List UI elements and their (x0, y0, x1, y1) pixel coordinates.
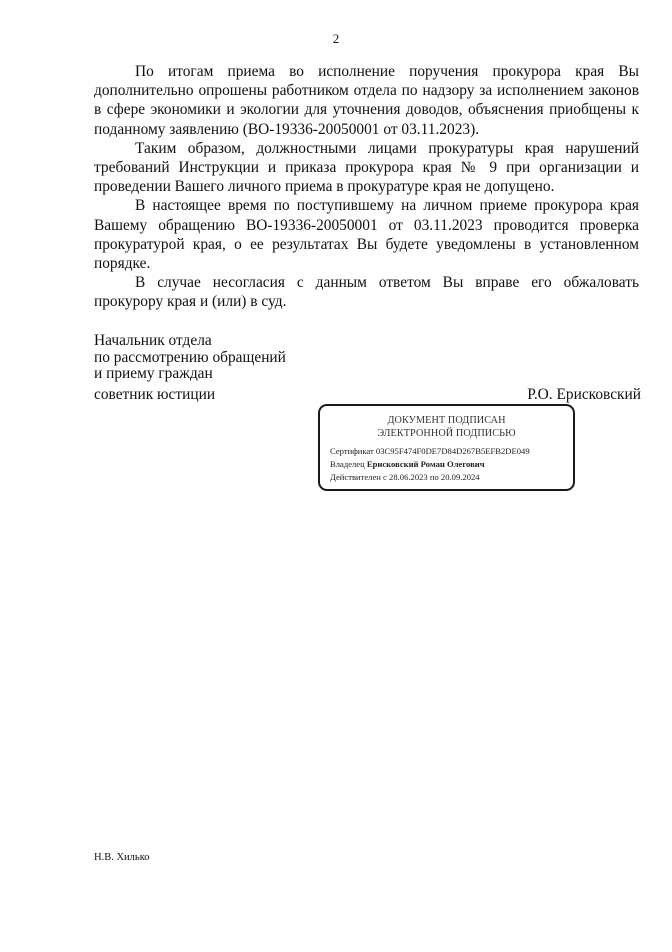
paragraph-reception-results: По итогам приема во исполнение поручения прокурора края Вы дополнительно опрошены работником отдела по надзору за исполнением законов в сфере экономики и экологии для уточнения доводов, объяснения приобщены к поданному заявлению (ВО-19336-20050001 от 03.11.2023). (94, 63, 639, 138)
stamp-valid-to-label: по (429, 472, 439, 482)
stamp-title-line: ЭЛЕКТРОННОЙ ПОДПИСЬЮ (377, 428, 516, 439)
paragraph-inspection: В настоящее время по поступившему на личном приеме прокурора края Вашему обращению ВО-19336-20050001 от 03.11.2023 проводится проверка прокуратурой края, о ее результатах Вы будете уведомлены в установленном порядке. (94, 197, 639, 273)
executor-name: Н.В. Хилько (94, 852, 150, 863)
signer-position-line: Начальник отдела (94, 332, 212, 349)
stamp-certificate-row (330, 445, 563, 458)
stamp-owner-row (330, 458, 563, 471)
stamp-title-line: ДОКУМЕНТ ПОДПИСАН (387, 415, 506, 426)
stamp-owner-label: Владелец (330, 459, 365, 469)
stamp-valid-label: Действителен (330, 472, 381, 482)
stamp-valid-from-label: с (383, 472, 387, 482)
paragraph-no-violations: Таким образом, должностными лицами прокуратуры края нарушений требований Инструкции и приказа прокурора края № 9 при организации и проведении Вашего личного приема в прокуратуре края не допущено. (94, 139, 639, 196)
letter-body (94, 62, 639, 312)
signer-position-line: и приему граждан (94, 365, 213, 382)
paragraph-appeal-rights: В случае несогласия с данным ответом Вы вправе его обжаловать прокурору края и (или) в суд. (94, 274, 639, 311)
stamp-certificate-value: 03C95F474F0DE7D84D267B5EFB2DE049 (375, 446, 530, 456)
electronic-signature-stamp (318, 404, 575, 491)
stamp-certificate-label: Сертификат (330, 446, 374, 456)
page-number: 2 (332, 31, 340, 46)
stamp-valid-from: 28.06.2023 (389, 472, 428, 482)
signer-position-line: по рассмотрению обращений (94, 348, 286, 366)
stamp-owner-value: Ерисковский Роман Олегович (366, 459, 485, 469)
stamp-validity-row (330, 471, 563, 484)
signer-position (94, 333, 286, 383)
signer-rank: советник юстиции (94, 386, 216, 403)
signer-name: Р.О. Ерисковский (527, 386, 641, 403)
stamp-valid-to: 20.09.2024 (440, 472, 480, 482)
